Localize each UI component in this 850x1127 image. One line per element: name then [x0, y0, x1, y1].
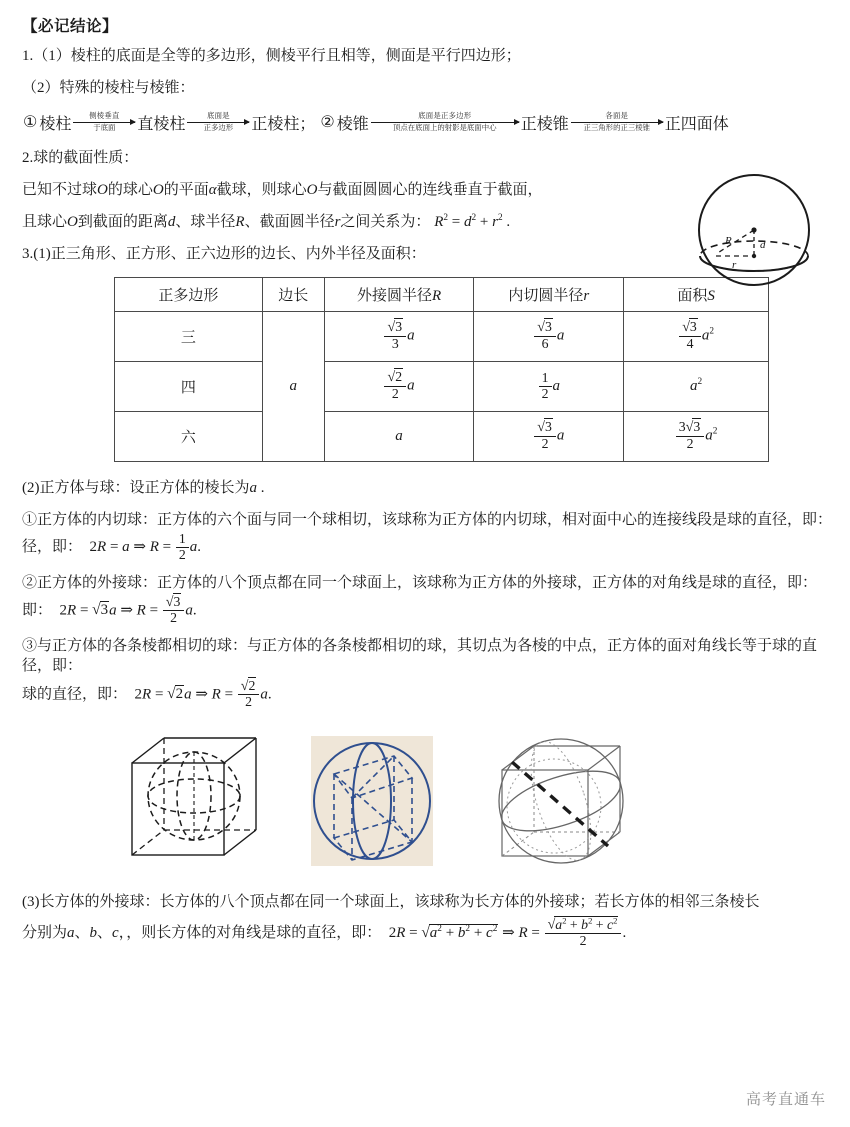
cell-S-6: $\frac{3√3}{2}$ $a^2$ [624, 411, 769, 461]
cell-S-4: $a^2$ [624, 361, 769, 411]
prism-pyramid-flow-chain [22, 111, 836, 134]
chain-arrow-2-top-label: 底面是 [206, 110, 230, 120]
cube-sphere-figures [14, 728, 836, 878]
cube-item-1-equation: 径，即： 2R = a ⇒ R = $\frac{1}{2}$ a. [22, 531, 202, 562]
cell-R-4: $\frac{√2}{2}$ a [324, 361, 474, 411]
section-2-line-1: 已知不过球O的球心O的平面α截球，则球心O与截面圆圆心的连线垂直于截面， [22, 181, 543, 198]
cell-polygon-6: 六 [115, 411, 263, 461]
table-row [115, 361, 769, 411]
chain-node-right-prism: 直棱柱 [137, 115, 186, 133]
chain-arrow-3-bottom-label: 顶点在底面上的射影是底面中心 [393, 123, 497, 132]
table-header-side: 边长 [262, 277, 324, 311]
cube-item-3-equation: 球的直径，即： 2R = √2a ⇒ R = $\frac{√2}{2}$ a. [22, 677, 272, 709]
page-title: 【必记结论】 [22, 18, 119, 35]
cube-intro: (2)正方体与球：设正方体的棱长为a . [22, 479, 265, 496]
table-header-area: 面积S [624, 277, 769, 311]
chain-arrow-2-bottom-label: 正多边形 [203, 123, 234, 132]
chain-node-regular-prism: 正棱柱； [251, 115, 316, 133]
chain-node-prism: 棱柱 [39, 115, 72, 133]
cell-R-6: a [324, 411, 474, 461]
watermark-label: 高考直通车 [745, 1091, 826, 1108]
cube-with-inscribed-sphere [122, 728, 272, 878]
cube-item-3: ③与正方体的各条棱都相切的球：与正方体的各条棱都相切的球，其切点为各棱的中点，正方体的面对角线长等于球的直径，即： [22, 638, 818, 675]
cell-polygon-3: 三 [115, 311, 263, 361]
cell-r-3: $\frac{√3}{6}$ a [474, 311, 624, 361]
cell-R-3: $\frac{√3}{3}$ a [324, 311, 474, 361]
table-header-inradius: 内切圆半径r [474, 277, 624, 311]
table-header-row [115, 277, 769, 311]
sphere-inscribed-cube-svg [306, 728, 441, 873]
chain-arrow-4-top-label: 各面是 [605, 110, 629, 120]
table-row [115, 411, 769, 461]
chain-arrow-1-shaft [73, 122, 135, 123]
cube-eq2-prefix: 即： [22, 602, 53, 619]
chain-marker-1: ① [23, 114, 38, 131]
cube-inscribed-sphere-svg [122, 728, 272, 873]
chain-node-pyramid: 棱锥 [336, 115, 369, 133]
rectangular-box-line-1: (3)长方体的外接球：长方体的八个顶点都在同一个球面上，该球称为长方体的外接球；若长方体的相邻三条棱长 [22, 893, 760, 910]
chain-marker-2: ② [320, 114, 335, 131]
chain-arrow-1 [73, 112, 135, 133]
cube-edge-tangent-sphere-svg [484, 728, 639, 873]
table-header-polygon: 正多边形 [115, 277, 263, 311]
section-2-title: 2.球的截面性质： [22, 149, 139, 166]
svg-text:d: d [760, 239, 766, 251]
chain-arrow-4-bottom-label: 正三角形的正三棱锥 [583, 123, 651, 132]
table-header-circumradius: 外接圆半径R [324, 277, 474, 311]
cube-item-2-equation: 即： 2R = √3a ⇒ R = $\frac{√3}{2}$ a. [22, 594, 197, 626]
cell-r-4: $\frac{1}{2}$ a [474, 361, 624, 411]
cube-item-1: ①正方体的内切球：正方体的六个面与同一个球相切，该球称为正方体的内切球，相对面中心的连接线段是球的直径，即： [22, 511, 833, 528]
cube-eq3-prefix: 球的直径，即： [22, 686, 128, 703]
chain-arrow-2 [187, 112, 249, 133]
paragraph-1-2: （2）特殊的棱柱与棱锥： [22, 80, 195, 97]
svg-text:R: R [725, 235, 732, 247]
chain-arrow-3 [371, 112, 519, 133]
cell-side-length: a [262, 311, 324, 461]
sphere-cross-section-svg [692, 172, 822, 290]
svg-text:r: r [732, 259, 737, 271]
sphere-cross-section-figure [692, 172, 822, 295]
chain-node-regular-pyramid: 正棱锥 [520, 115, 569, 133]
chain-arrow-1-bottom-label: 于底面 [93, 123, 116, 132]
section-2-line-2: 且球心O到截面的距离d、球半径R、截面圆半径r之间关系为： $R^2 = d^2 + r^2$ . [22, 213, 511, 230]
paragraph-1-1: 1.（1）棱柱的底面是全等的多边形，侧棱平行且相等，侧面是平行四边形； [22, 48, 521, 64]
regular-polygon-table [114, 277, 769, 462]
chain-arrow-1-top-label: 侧棱垂直 [89, 110, 120, 120]
chain-node-regular-tetrahedron: 正四面体 [664, 115, 729, 133]
cell-polygon-4: 四 [115, 361, 263, 411]
chain-arrow-2-shaft [187, 122, 249, 123]
cube-item-2: ②正方体的外接球：正方体的八个顶点都在同一个球面上，该球称为正方体的外接球，正方体的对角线是球的直径，即： [22, 574, 818, 591]
chain-arrow-3-shaft [371, 122, 519, 123]
cell-S-3: $\frac{√3}{4}$ $a^2$ [624, 311, 769, 361]
cube-eq1-prefix: 径，即： [22, 539, 83, 556]
section-3-title: 3.(1)正三角形、正方形、正六边形的边长、内外半径及面积： [22, 246, 426, 263]
rectangular-box-line-2: 分别为a、b、c，，则长方体的对角线是球的直径，即： $2R = √a^2 + b^2 + c^2$ ⇒ R = $\frac{√a^2 + b^2 + c^2}{2}$ . [22, 914, 627, 948]
chain-arrow-3-top-label: 底面是正多边形 [418, 110, 472, 120]
sphere-with-inscribed-cube [306, 728, 441, 878]
table-row [115, 311, 769, 361]
cube-with-edge-tangent-sphere [484, 728, 639, 878]
chain-arrow-4 [571, 112, 663, 133]
cell-r-6: $\frac{√3}{2}$ a [474, 411, 624, 461]
chain-arrow-4-shaft [571, 122, 663, 123]
